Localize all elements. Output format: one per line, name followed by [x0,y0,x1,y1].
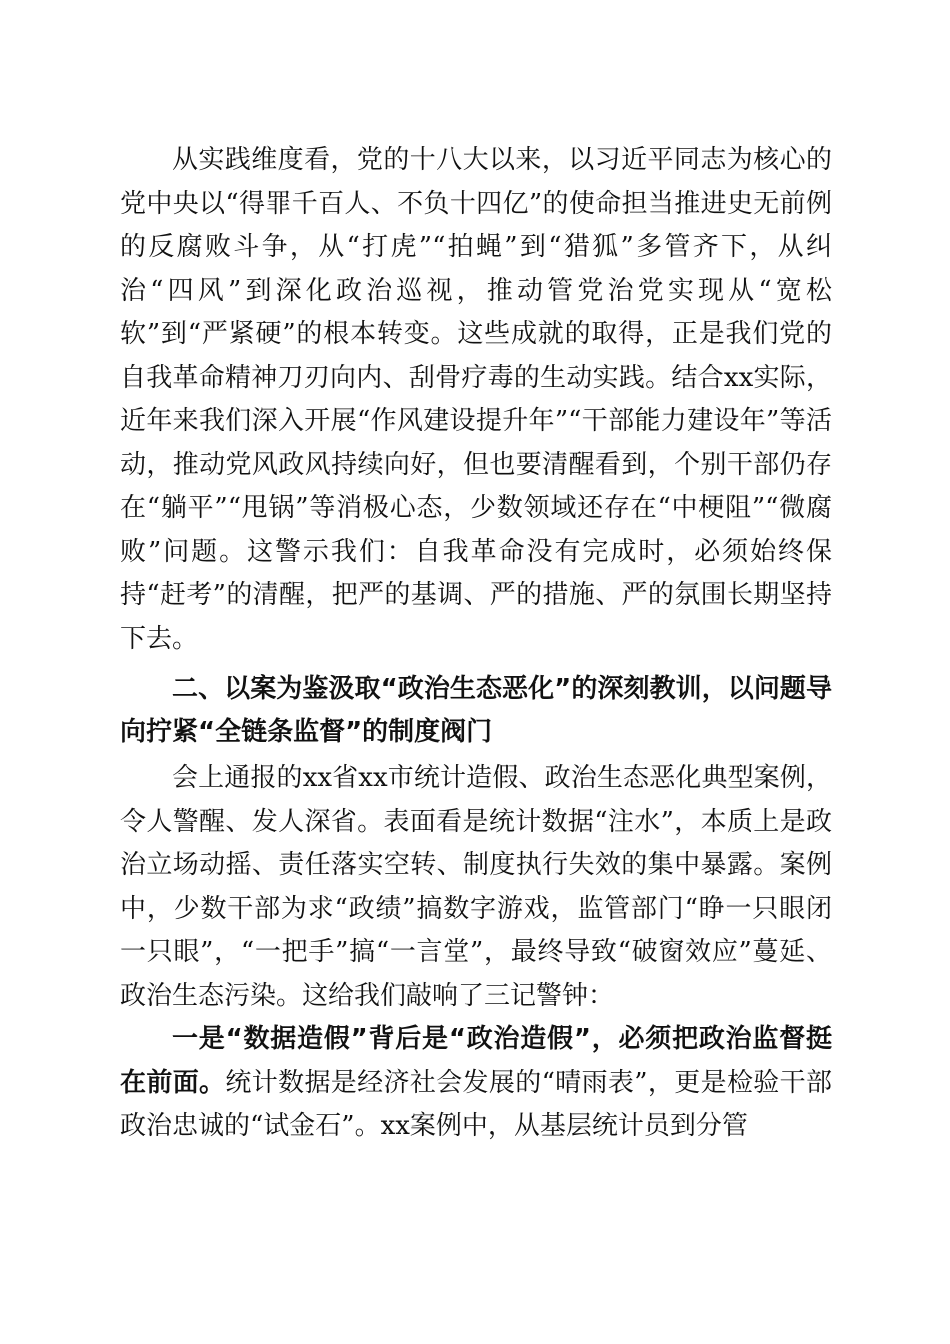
body-paragraph: 从实践维度看，党的十八大以来，以习近平同志为核心的党中央以“得罪千百人、不负十四亿”的使命担当推进史无前例的反腐败斗争，从“打虎”“拍蝇”到“猎狐”多管齐下，从纠治“四风”到深化政治巡视，推动管党治党实现从“宽松软”到“严紧硬”的根本转变。这些成就的取得，正是我们党的自我革命精神刀刃向内、刮骨疗毒的生动实践。结合xx实际，近年来我们深入开展“作风建设提升年”“干部能力建设年”等活动，推动党风政风持续向好，但也要清醒看到，个别干部仍存在“躺平”“甩锅”等消极心态，少数领域还存在“中梗阻”“微腐败”问题。这警示我们：自我革命没有完成时，必须始终保持“赶考”的清醒，把严的基调、严的措施、严的氛围长期坚持下去。 [120,145,832,654]
document-body [120,139,832,1149]
body-paragraph: 会上通报的xx省xx市统计造假、政治生态恶化典型案例，令人警醒、发人深省。表面看是统计数据“注水”，本质上是政治立场动摇、责任落实空转、制度执行失效的集中暴露。案例中，少数干部为求“政绩”搞数字游戏，监管部门“睁一只眼闭一只眼”，“一把手”搞“一言堂”，最终导致“破窗效应”蔓延、政治生态污染。这给我们敲响了三记警钟： [120,763,832,1011]
section-heading: 二、以案为鉴汲取“政治生态恶化”的深刻教训，以问题导向拧紧“全链条监督”的制度阀门 [120,674,832,747]
paragraph-text: 统计数据是经济社会发展的“晴雨表”，更是检验干部政治忠诚的“试金石”。xx案例中，从基层统计员到分管 [120,1067,832,1141]
paragraph-lead-sentence: 一是“数据造假”背后是“政治造假”，必须把政治监督挺在前面。 [120,1024,832,1098]
body-paragraph [120,1018,832,1149]
